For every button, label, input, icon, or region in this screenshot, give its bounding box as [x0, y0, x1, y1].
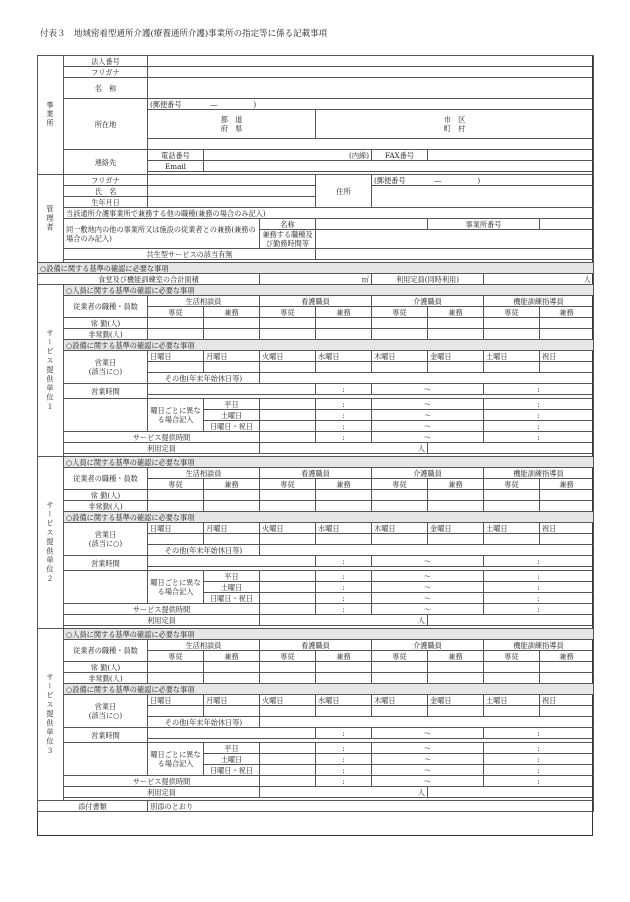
day-tue[interactable]: 火曜日 [260, 351, 316, 362]
fulltime-label: 専従 [148, 307, 204, 318]
unit-capacity-unit: 人 [260, 787, 428, 798]
count-cell[interactable] [204, 501, 260, 512]
colon: : [484, 384, 594, 395]
equip-header: ○設備に関する基準の確認に必要な事項 [64, 340, 594, 351]
day-wed[interactable]: 水曜日 [316, 695, 372, 706]
day-holiday[interactable]: 祝日 [540, 351, 594, 362]
mgr-other-name-field[interactable] [316, 219, 428, 230]
unit-section-label-1: サービス提供単位１ [38, 285, 64, 457]
count-cell[interactable] [148, 329, 204, 340]
service-hours-label: サービス提供時間 [64, 432, 260, 443]
mgr-postal: (郵便番号 ― ) [372, 175, 594, 186]
office-address-label: 所在地 [64, 99, 148, 150]
colon: : [316, 582, 372, 593]
day-fri[interactable]: 金曜日 [428, 523, 484, 534]
other-days-label: その他(年末年始休日等) [148, 545, 260, 556]
weekday-label: 平日 [204, 571, 260, 582]
other-days-field[interactable] [260, 545, 594, 556]
saturday-label: 土曜日 [204, 754, 260, 765]
office-postal: (郵便番号 ― ) [148, 99, 594, 110]
other-days-field[interactable] [260, 717, 594, 728]
mgr-office-no-label: 事業所番号 [428, 219, 540, 230]
count-cell[interactable] [372, 662, 428, 673]
parttime-label: 兼務 [540, 479, 594, 490]
fulltime-label: 専従 [484, 307, 540, 318]
colon: : [316, 556, 372, 567]
mgr-address-label: 住所 [316, 175, 372, 208]
colon: : [316, 743, 372, 754]
colon: : [484, 556, 594, 567]
parttime-label: 兼務 [316, 307, 372, 318]
count-cell[interactable] [260, 673, 316, 684]
day-wed[interactable]: 水曜日 [316, 351, 372, 362]
colon: : [316, 776, 372, 787]
kyosei-label: 共生型サービスの該当有無 [64, 249, 316, 260]
tilde: ～ [372, 754, 484, 765]
count-cell[interactable] [372, 329, 428, 340]
count-cell[interactable] [204, 318, 260, 329]
tilde: ～ [372, 399, 484, 410]
weekday-label: 平日 [204, 399, 260, 410]
count-cell[interactable] [484, 329, 540, 340]
mgr-name-field[interactable] [148, 186, 316, 197]
day-wed[interactable]: 水曜日 [316, 523, 372, 534]
staff-header: ○人員に関する基準の確認に必要な事項 [64, 285, 594, 296]
day-mon[interactable]: 月曜日 [204, 523, 260, 534]
count-cell[interactable] [540, 490, 594, 501]
fax-label: FAX番号 [372, 150, 428, 161]
business-days-label: 営業日 (該当に○) [64, 523, 148, 556]
colon: : [484, 593, 594, 604]
fulltime-label: 専従 [372, 651, 428, 662]
tilde: ～ [372, 432, 484, 443]
unit-capacity-unit: 人 [260, 615, 428, 626]
capacity-unit: 人 [484, 274, 594, 285]
weekday-label: 平日 [204, 743, 260, 754]
count-cell[interactable] [204, 490, 260, 501]
sun-holiday-label: 日曜日・祝日 [204, 765, 260, 776]
day-holiday[interactable]: 祝日 [540, 523, 594, 534]
count-cell[interactable] [372, 501, 428, 512]
unit-capacity-label: 利用定員 [64, 615, 260, 626]
mgr-office-no-field[interactable] [540, 219, 594, 230]
count-cell[interactable] [484, 662, 540, 673]
fulltime-label: 専従 [372, 479, 428, 490]
role-kinou: 機能訓練指導員 [484, 296, 594, 307]
count-cell[interactable] [204, 329, 260, 340]
tilde: ～ [372, 421, 484, 432]
office-address-field[interactable] [148, 139, 594, 150]
document-title: 付表３ 地域密着型通所介護(療養通所介護)事業所の指定等に係る記載事項 [40, 29, 328, 39]
count-cell[interactable] [148, 501, 204, 512]
saturday-label: 土曜日 [204, 582, 260, 593]
count-cell[interactable] [484, 673, 540, 684]
count-cell[interactable] [372, 318, 428, 329]
staff-count-label: 従業者の職種・員数 [64, 296, 148, 318]
count-cell[interactable] [148, 673, 204, 684]
count-cell[interactable] [260, 501, 316, 512]
colon: : [484, 399, 594, 410]
office-name-label: 名 称 [64, 78, 148, 99]
day-sun[interactable]: 日曜日 [148, 523, 204, 534]
mgr-address-field[interactable] [372, 186, 594, 208]
colon: : [484, 765, 594, 776]
office-furigana-label: フリガナ [64, 67, 148, 78]
business-hours-label: 営業時間 [64, 384, 148, 399]
tilde: ～ [372, 776, 484, 787]
sun-holiday-label: 日曜日・祝日 [204, 421, 260, 432]
role-seikatsu: 生活相談員 [148, 296, 260, 307]
naisen-label: (内線) [204, 150, 372, 161]
fulltime-label: 専従 [148, 479, 204, 490]
day-fri[interactable]: 金曜日 [428, 695, 484, 706]
count-cell[interactable] [316, 662, 372, 673]
role-seikatsu: 生活相談員 [148, 468, 260, 479]
count-cell[interactable] [428, 673, 484, 684]
other-days-label: その他(年末年始休日等) [148, 717, 260, 728]
section-manager: 管理者 [38, 175, 64, 263]
count-cell[interactable] [260, 490, 316, 501]
fax-field[interactable] [428, 150, 594, 161]
form-table [37, 55, 594, 812]
attachments-value: 別添のとおり [148, 801, 594, 812]
day-thu[interactable]: 木曜日 [372, 351, 428, 362]
diff-days-label: 曜日ごとに異なる場合記入 [148, 571, 204, 604]
count-cell[interactable] [316, 490, 372, 501]
mgr-birth-field[interactable] [148, 197, 316, 208]
tel-label: 電話番号 [148, 150, 204, 161]
office-contact-label: 連絡先 [64, 150, 148, 175]
role-kaigo: 介護職員 [372, 296, 484, 307]
corp-no-label: 法人番号 [64, 56, 148, 67]
staff-count-label: 従業者の職種・員数 [64, 640, 148, 662]
role-kango: 看護職員 [260, 468, 372, 479]
service-hours-label: サービス提供時間 [64, 776, 260, 787]
count-cell[interactable] [428, 490, 484, 501]
day-sun[interactable]: 日曜日 [148, 695, 204, 706]
tilde: ～ [372, 604, 484, 615]
count-cell[interactable] [260, 318, 316, 329]
business-days-label: 営業日 (該当に○) [64, 695, 148, 728]
diff-days-label: 曜日ごとに異なる場合記入 [148, 399, 204, 432]
office-city: 市 区 町 村 [316, 110, 594, 139]
count-cell[interactable] [540, 662, 594, 673]
tilde: ～ [372, 410, 484, 421]
office-furigana-field[interactable] [148, 67, 594, 78]
kyosei-field[interactable] [316, 249, 594, 260]
equipment-header: ○設備に関する基準の確認に必要な事項 [38, 263, 594, 274]
count-cell[interactable] [428, 501, 484, 512]
section-office: 事業所 [38, 56, 64, 175]
colon: : [484, 754, 594, 765]
count-cell[interactable] [148, 318, 204, 329]
service-hours-label: サービス提供時間 [64, 604, 260, 615]
mgr-birth-label: 生年月日 [64, 197, 148, 208]
count-cell[interactable] [484, 318, 540, 329]
staff-header: ○人員に関する基準の確認に必要な事項 [64, 457, 594, 468]
unit-capacity-unit: 人 [260, 443, 428, 454]
hijoukin-label: 非常勤(人) [64, 501, 148, 512]
unit-section-label-3: サービス提供単位３ [38, 629, 64, 801]
fulltime-label: 専従 [484, 651, 540, 662]
tilde: ～ [372, 556, 484, 567]
day-sat[interactable]: 土曜日 [484, 523, 540, 534]
mgr-furigana-field[interactable] [148, 175, 316, 186]
count-cell[interactable] [540, 501, 594, 512]
day-holiday[interactable]: 祝日 [540, 695, 594, 706]
colon: : [316, 593, 372, 604]
mgr-concurrent: 当該通所介護事業所で兼務する他の職種(兼務の場合のみ記入) [64, 208, 594, 219]
count-cell[interactable] [484, 490, 540, 501]
colon: : [316, 604, 372, 615]
capacity-label: 利用定員(同時利用) [372, 274, 484, 285]
colon: : [316, 410, 372, 421]
mgr-other-role-label: 兼務する職種及び勤務時間等 [260, 230, 316, 249]
colon: : [484, 432, 594, 443]
parttime-label: 兼務 [428, 651, 484, 662]
count-cell[interactable] [428, 318, 484, 329]
tilde: ～ [372, 384, 484, 395]
day-tue[interactable]: 火曜日 [260, 695, 316, 706]
day-thu[interactable]: 木曜日 [372, 695, 428, 706]
parttime-label: 兼務 [204, 307, 260, 318]
unit-capacity-label: 利用定員 [64, 787, 260, 798]
staff-header: ○人員に関する基準の確認に必要な事項 [64, 629, 594, 640]
parttime-label: 兼務 [540, 651, 594, 662]
equip-header: ○設備に関する基準の確認に必要な事項 [64, 512, 594, 523]
parttime-label: 兼務 [204, 479, 260, 490]
count-cell[interactable] [540, 673, 594, 684]
day-sun[interactable]: 日曜日 [148, 351, 204, 362]
parttime-label: 兼務 [316, 479, 372, 490]
unit-capacity-label: 利用定員 [64, 443, 260, 454]
diff-days-label: 曜日ごとに異なる場合記入 [148, 743, 204, 776]
count-cell[interactable] [316, 501, 372, 512]
parttime-label: 兼務 [316, 651, 372, 662]
tilde: ～ [372, 593, 484, 604]
colon: : [484, 604, 594, 615]
count-cell[interactable] [484, 501, 540, 512]
saturday-label: 土曜日 [204, 410, 260, 421]
colon: : [316, 571, 372, 582]
mgr-name-label: 氏 名 [64, 186, 148, 197]
role-kinou: 機能訓練指導員 [484, 640, 594, 651]
day-thu[interactable]: 木曜日 [372, 523, 428, 534]
mgr-furigana-label: フリガナ [64, 175, 148, 186]
fulltime-label: 専従 [260, 651, 316, 662]
fulltime-label: 専従 [148, 651, 204, 662]
parttime-label: 兼務 [428, 479, 484, 490]
staff-count-label: 従業者の職種・員数 [64, 468, 148, 490]
colon: : [316, 421, 372, 432]
unit-capacity-field[interactable] [428, 787, 594, 798]
fulltime-label: 専従 [484, 479, 540, 490]
role-kinou: 機能訓練指導員 [484, 468, 594, 479]
joukin-label: 常 勤(人) [64, 318, 148, 329]
count-cell[interactable] [316, 318, 372, 329]
mgr-other-role-field[interactable] [316, 230, 594, 249]
fulltime-label: 専従 [260, 307, 316, 318]
dining-area-unit: ㎡ [260, 274, 372, 285]
tilde: ～ [372, 743, 484, 754]
business-days-label: 営業日 (該当に○) [64, 351, 148, 384]
other-days-label: その他(年末年始休日等) [148, 373, 260, 384]
joukin-label: 常 勤(人) [64, 490, 148, 501]
count-cell[interactable] [428, 329, 484, 340]
colon: : [484, 582, 594, 593]
parttime-label: 兼務 [204, 651, 260, 662]
count-cell[interactable] [540, 318, 594, 329]
colon: : [484, 571, 594, 582]
attachments-label: 添付書類 [38, 801, 148, 812]
tilde: ～ [372, 582, 484, 593]
count-cell[interactable] [260, 662, 316, 673]
colon: : [484, 743, 594, 754]
colon: : [316, 728, 372, 739]
colon: : [316, 754, 372, 765]
count-cell[interactable] [540, 329, 594, 340]
day-fri[interactable]: 金曜日 [428, 351, 484, 362]
colon: : [484, 728, 594, 739]
parttime-label: 兼務 [428, 307, 484, 318]
unit-capacity-field[interactable] [428, 443, 594, 454]
sun-holiday-label: 日曜日・祝日 [204, 593, 260, 604]
business-hours-label: 営業時間 [64, 556, 148, 571]
count-cell[interactable] [372, 490, 428, 501]
email-label: Email [148, 161, 204, 172]
count-cell[interactable] [204, 662, 260, 673]
dining-area-label: 食堂及び機能訓練室の合計面積 [38, 274, 260, 285]
tilde: ～ [372, 728, 484, 739]
mgr-other-facility: 同一敷地内の他の事業所又は施設の従業者との兼務(兼務の場合のみ記入) [64, 219, 260, 249]
role-kaigo: 介護職員 [372, 640, 484, 651]
day-sat[interactable]: 土曜日 [484, 695, 540, 706]
equip-header: ○設備に関する基準の確認に必要な事項 [64, 684, 594, 695]
mgr-other-name-label: 名称 [260, 219, 316, 230]
other-days-field[interactable] [260, 373, 594, 384]
colon: : [484, 776, 594, 787]
count-cell[interactable] [204, 673, 260, 684]
colon: : [316, 399, 372, 410]
count-cell[interactable] [260, 329, 316, 340]
day-tue[interactable]: 火曜日 [260, 523, 316, 534]
joukin-label: 常 勤(人) [64, 662, 148, 673]
role-kaigo: 介護職員 [372, 468, 484, 479]
count-cell[interactable] [316, 673, 372, 684]
day-mon[interactable]: 月曜日 [204, 351, 260, 362]
role-kango: 看護職員 [260, 296, 372, 307]
colon: : [484, 410, 594, 421]
day-sat[interactable]: 土曜日 [484, 351, 540, 362]
fulltime-label: 専従 [260, 479, 316, 490]
corp-no-field[interactable] [148, 56, 594, 67]
role-kango: 看護職員 [260, 640, 372, 651]
colon: : [316, 432, 372, 443]
tilde: ～ [372, 571, 484, 582]
fulltime-label: 専従 [372, 307, 428, 318]
colon: : [316, 765, 372, 776]
colon: : [316, 384, 372, 395]
hijoukin-label: 非常勤(人) [64, 673, 148, 684]
count-cell[interactable] [148, 490, 204, 501]
email-field[interactable] [204, 161, 594, 172]
role-seikatsu: 生活相談員 [148, 640, 260, 651]
unit-capacity-field[interactable] [428, 615, 594, 626]
count-cell[interactable] [428, 662, 484, 673]
count-cell[interactable] [372, 673, 428, 684]
office-prefecture: 都 道 府 県 [148, 110, 316, 139]
unit-section-label-2: サービス提供単位２ [38, 457, 64, 629]
business-hours-label: 営業時間 [64, 728, 148, 743]
colon: : [484, 421, 594, 432]
parttime-label: 兼務 [540, 307, 594, 318]
hijoukin-label: 非常勤(人) [64, 329, 148, 340]
count-cell[interactable] [148, 662, 204, 673]
day-mon[interactable]: 月曜日 [204, 695, 260, 706]
office-name-field[interactable] [148, 78, 594, 99]
count-cell[interactable] [316, 329, 372, 340]
tilde: ～ [372, 765, 484, 776]
